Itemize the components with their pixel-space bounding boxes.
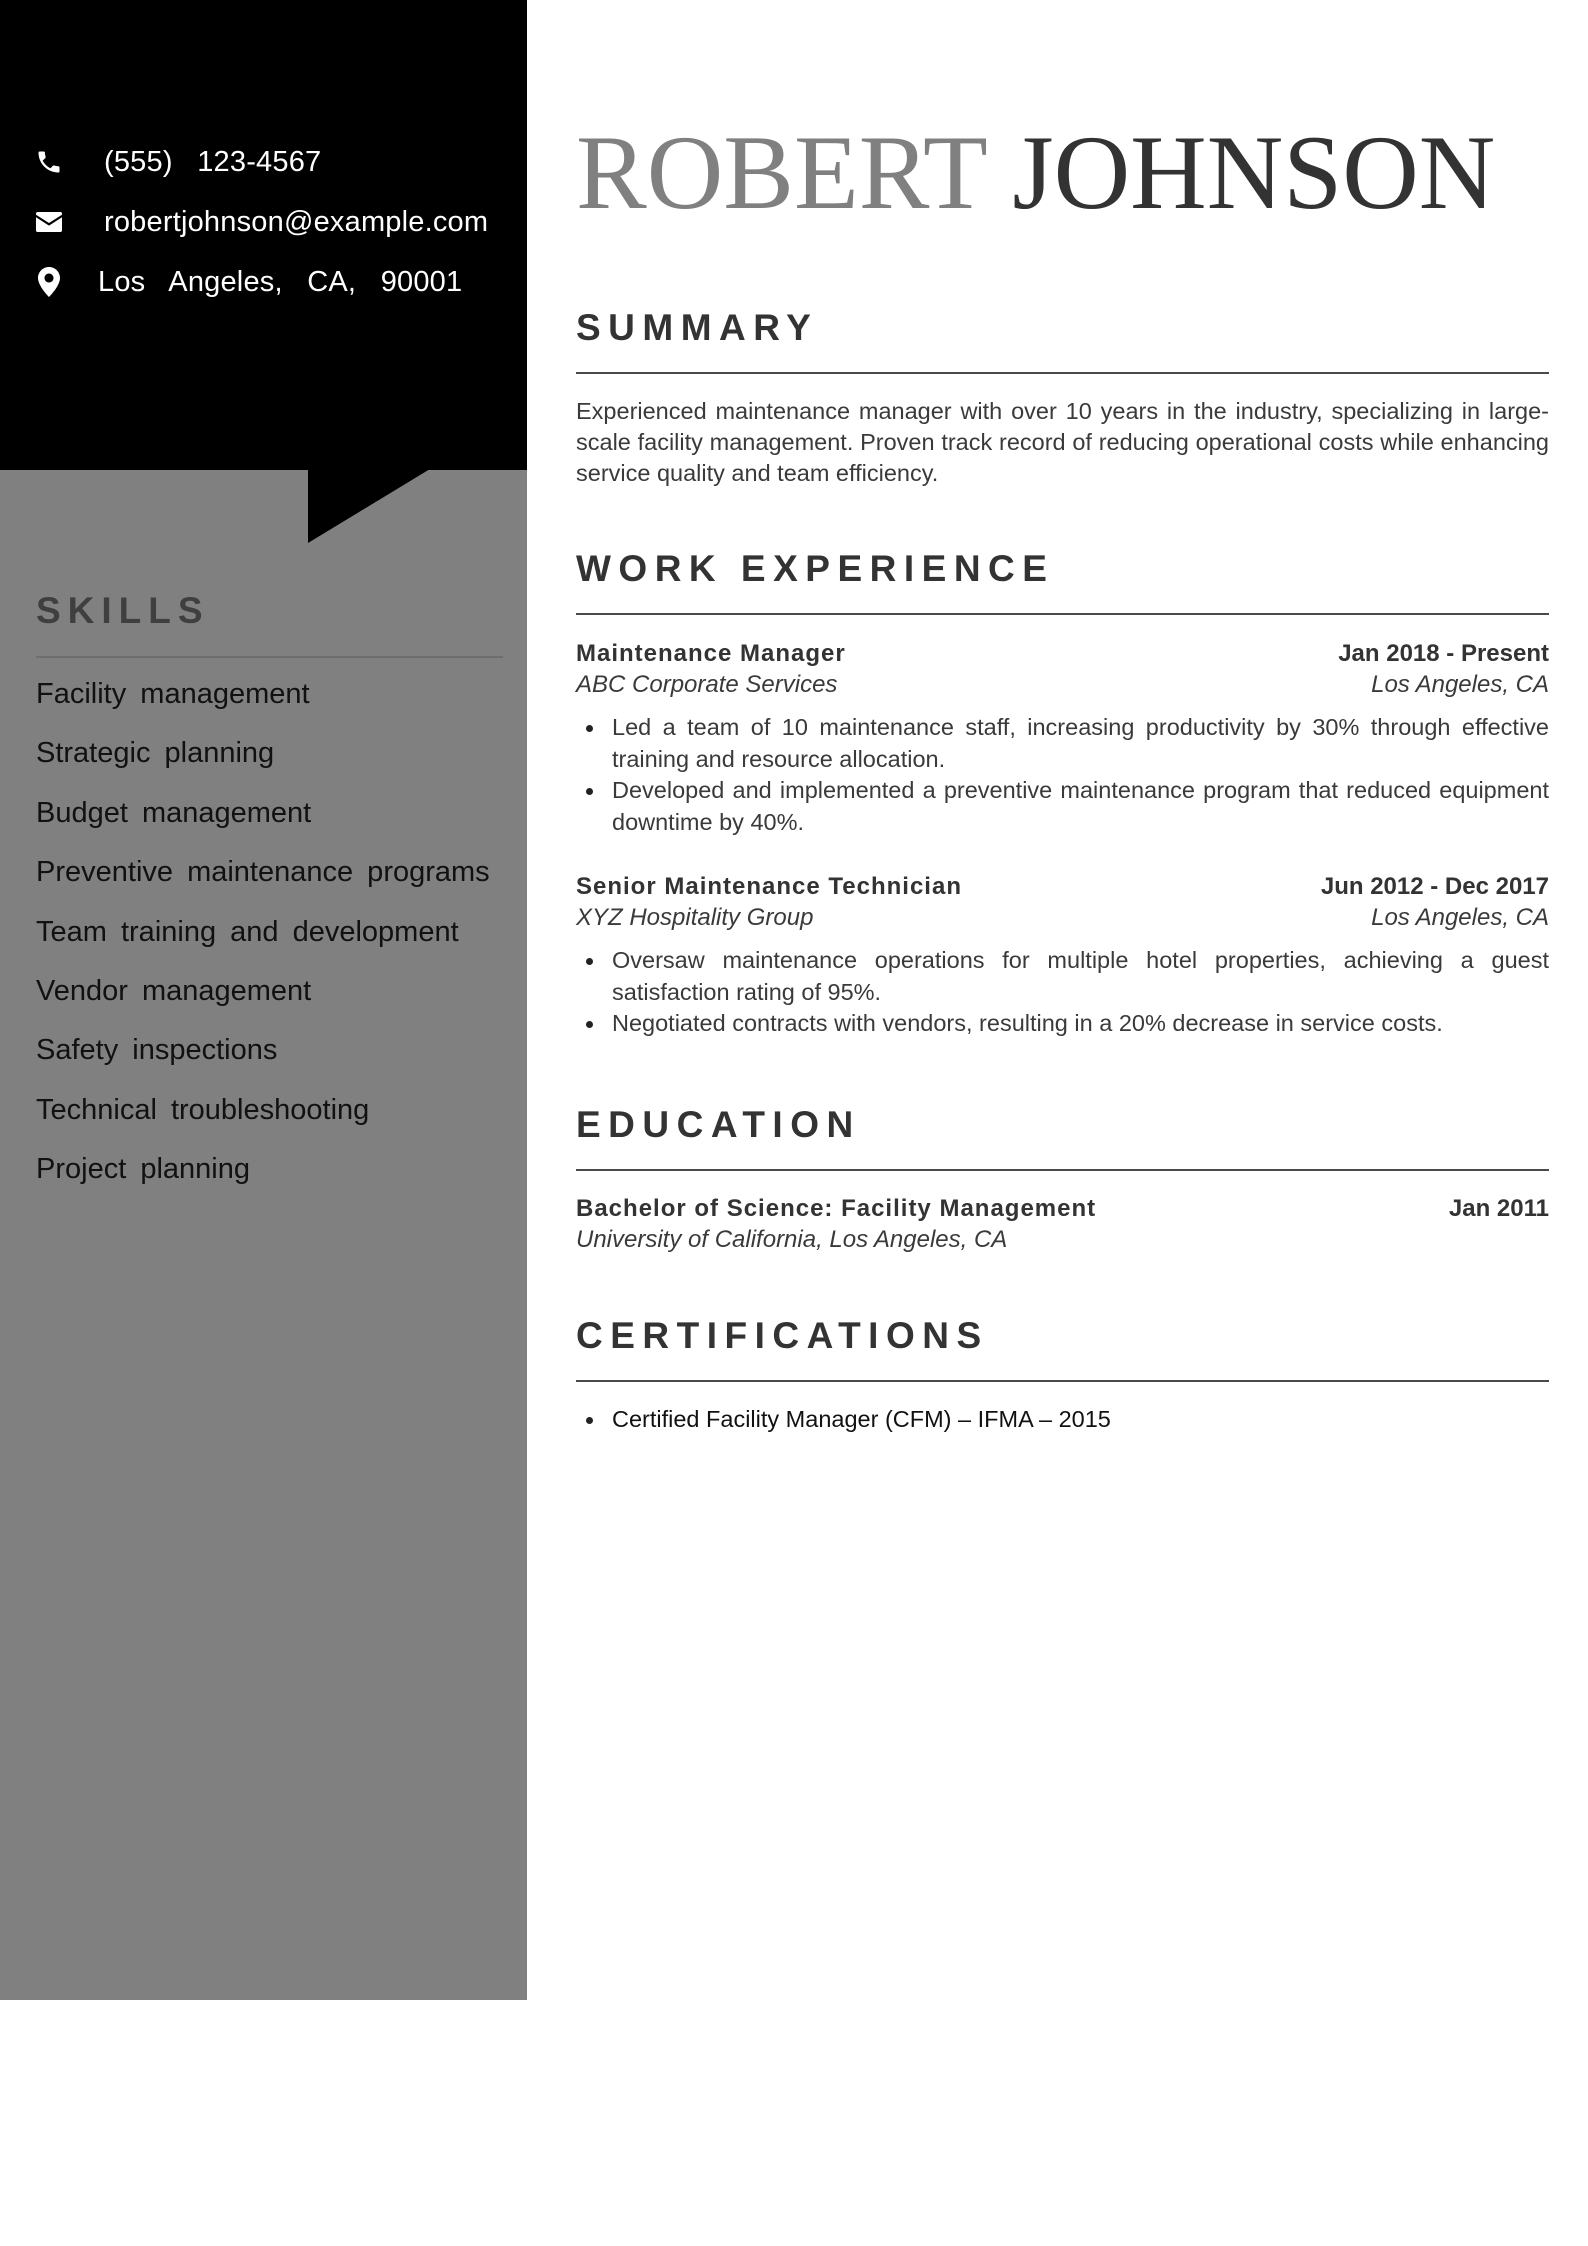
phone-icon [34, 147, 64, 177]
education-subheader [576, 1225, 1549, 1255]
job-title: Senior Maintenance Technician [576, 873, 962, 900]
skill-item: Vendor management [36, 974, 312, 1007]
skills-divider [36, 656, 503, 658]
contact-location [34, 252, 514, 312]
sidebar [0, 0, 527, 2000]
candidate-name [576, 108, 1495, 238]
certification-item: Certified Facility Manager (CFM) – IFMA – 2015 [612, 1404, 1585, 1436]
skill-item: Strategic planning [36, 737, 275, 770]
skill-item: Safety inspections [36, 1034, 278, 1067]
job-subheader [576, 903, 1549, 933]
school-name: University of California, Los Angeles, CA [576, 1226, 1008, 1253]
first-name: ROBERT [576, 114, 986, 231]
education-date: Jan 2011 [1448, 1195, 1549, 1222]
skill-item: Preventive maintenance programs [36, 856, 490, 889]
contact-phone [34, 132, 514, 192]
phone-link[interactable]: (555) 123-4567 [104, 145, 322, 178]
job-header [576, 638, 1549, 670]
certifications-divider [576, 1380, 1549, 1382]
skill-item: Technical troubleshooting [36, 1093, 370, 1126]
job-header [576, 871, 1549, 903]
education-heading: EDUCATION [576, 1104, 861, 1145]
job-bullet: Led a team of 10 maintenance staff, increasing productivity by 30% through effective training and resource allocation. [612, 712, 1549, 775]
skills-heading: SKILLS [36, 590, 210, 631]
map-pin-icon [34, 267, 64, 297]
envelope-icon [34, 207, 64, 237]
education-header [576, 1193, 1549, 1225]
skill-item: Team training and development [36, 915, 459, 948]
summary-divider [576, 372, 1549, 374]
job-company: ABC Corporate Services [576, 671, 838, 698]
job-bullet: Oversaw maintenance operations for multiple hotel properties, achieving a guest satisfaction rating of 95%. [612, 945, 1549, 1008]
skill-item: Project planning [36, 1153, 250, 1186]
certifications-list [576, 1404, 1585, 1436]
work-experience-heading: WORK EXPERIENCE [576, 548, 1055, 589]
work-experience-divider [576, 613, 1549, 615]
location-text: Los Angeles, CA, 90001 [98, 265, 463, 298]
job-bullet: Developed and implemented a preventive maintenance program that reduced equipment downtime by 40%. [612, 775, 1549, 838]
skill-item: Budget management [36, 796, 312, 829]
email-link[interactable]: robertjohnson@example.com [104, 205, 489, 238]
skills-list [36, 674, 490, 1209]
education-divider [576, 1169, 1549, 1171]
education-entry [576, 1193, 1549, 1255]
summary-text: Experienced maintenance manager with over 10 years in the industry, specializing in large-scale facility management. Proven track record of reducing operational costs while enhancing service quality and team efficiency. [576, 398, 1549, 486]
job-entry [576, 871, 1549, 1040]
contact-email [34, 192, 514, 252]
degree-title: Bachelor of Science: Facility Management [576, 1195, 1097, 1222]
skill-item: Facility management [36, 678, 310, 710]
job-title: Maintenance Manager [576, 640, 846, 667]
job-location: Los Angeles, CA [1371, 904, 1549, 931]
job-entry [576, 638, 1549, 838]
job-bullets [576, 712, 1549, 838]
job-bullets [576, 945, 1549, 1040]
contact-list [34, 132, 514, 312]
last-name: JOHNSON [1012, 114, 1496, 231]
job-location: Los Angeles, CA [1371, 671, 1549, 698]
certifications-heading: CERTIFICATIONS [576, 1315, 989, 1356]
summary-heading: SUMMARY [576, 307, 819, 348]
job-dates: Jan 2018 - Present [1338, 640, 1549, 667]
job-company: XYZ Hospitality Group [576, 904, 814, 931]
job-dates: Jun 2012 - Dec 2017 [1320, 873, 1549, 900]
job-subheader [576, 670, 1549, 700]
job-bullet: Negotiated contracts with vendors, resulting in a 20% decrease in service costs. [612, 1008, 1549, 1040]
